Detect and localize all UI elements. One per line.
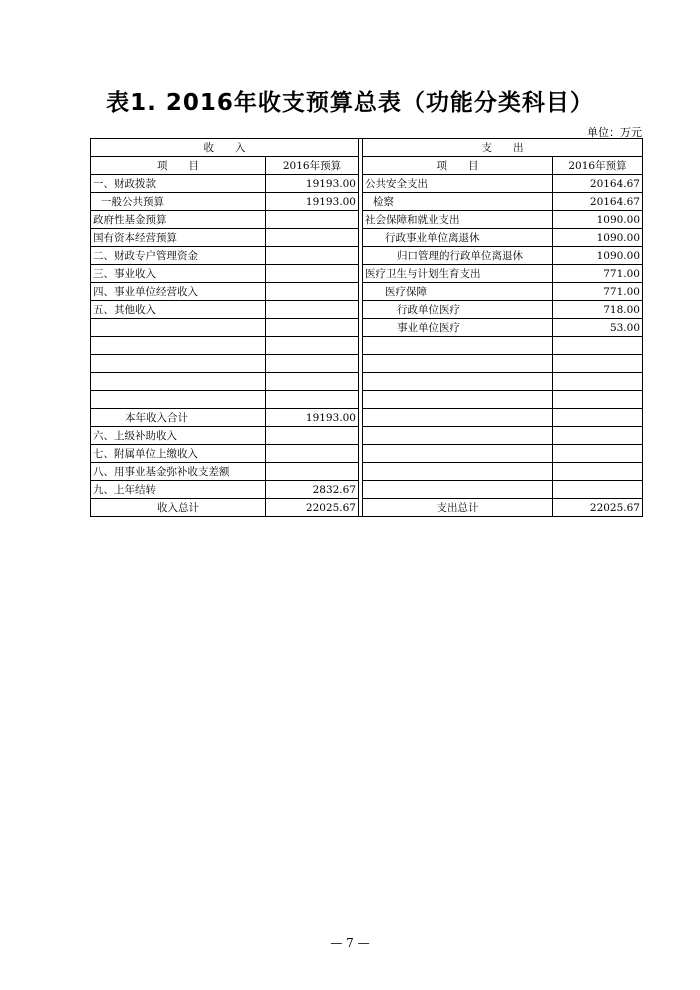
- income-item-cell: [91, 391, 266, 409]
- expense-item-cell: 医疗卫生与计划生育支出: [363, 265, 553, 283]
- table-row: [91, 391, 643, 409]
- expense-item-cell: 行政单位医疗: [363, 301, 553, 319]
- table-row: [91, 301, 643, 319]
- table-row: [91, 265, 643, 283]
- expense-value-cell: [553, 463, 643, 481]
- income-value-cell: [266, 445, 359, 463]
- income-total-value: 22025.67: [266, 499, 359, 517]
- expense-value-cell: [553, 337, 643, 355]
- expense-item-cell: [363, 409, 553, 427]
- expense-value-cell: [553, 373, 643, 391]
- table-row: [91, 229, 643, 247]
- income-value-cell: [266, 301, 359, 319]
- income-item-cell: 九、上年结转: [91, 481, 266, 499]
- income-item-cell: [91, 373, 266, 391]
- expense-value-cell: 1090.00: [553, 247, 643, 265]
- table-header-row: [91, 139, 643, 157]
- expense-value-cell: 1090.00: [553, 211, 643, 229]
- table-row: [91, 427, 643, 445]
- expense-value-cell: 771.00: [553, 283, 643, 301]
- income-item-cell: 一、财政拨款: [91, 175, 266, 193]
- income-item-cell: 七、附属单位上缴收入: [91, 445, 266, 463]
- expense-budget-column-header: 2016年预算: [553, 157, 643, 175]
- income-value-cell: [266, 427, 359, 445]
- income-value-cell: [266, 463, 359, 481]
- expense-value-cell: [553, 355, 643, 373]
- expense-item-cell: [363, 337, 553, 355]
- expense-value-cell: [553, 427, 643, 445]
- expense-value-cell: [553, 445, 643, 463]
- table-row: [91, 193, 643, 211]
- income-value-cell: 19193.00: [266, 175, 359, 193]
- income-item-cell: 三、事业收入: [91, 265, 266, 283]
- expense-item-cell: 社会保障和就业支出: [363, 211, 553, 229]
- expense-value-cell: 20164.67: [553, 175, 643, 193]
- expense-item-cell: [363, 481, 553, 499]
- income-item-column-header: 项 目: [91, 157, 266, 175]
- table-column-header-row: [91, 157, 643, 175]
- income-value-cell: [266, 391, 359, 409]
- income-value-cell: [266, 229, 359, 247]
- table-row: [91, 355, 643, 373]
- page-number: — 7 —: [330, 936, 370, 950]
- expense-value-cell: 718.00: [553, 301, 643, 319]
- income-item-cell: 二、财政专户管理资金: [91, 247, 266, 265]
- expense-item-column-header: 项 目: [363, 157, 553, 175]
- unit-label: 单位：万元: [587, 126, 642, 139]
- income-budget-column-header: 2016年预算: [266, 157, 359, 175]
- table-row: [91, 175, 643, 193]
- table-row: [91, 463, 643, 481]
- income-value-cell: [266, 265, 359, 283]
- expense-item-cell: 事业单位医疗: [363, 319, 553, 337]
- expense-header: 支 出: [363, 139, 643, 157]
- expense-item-cell: [363, 445, 553, 463]
- table-row: [91, 319, 643, 337]
- income-item-cell: 五、其他收入: [91, 301, 266, 319]
- table-row: [91, 283, 643, 301]
- income-value-cell: [266, 355, 359, 373]
- expense-value-cell: [553, 481, 643, 499]
- expense-item-cell: [363, 373, 553, 391]
- table-row: [91, 481, 643, 499]
- expense-value-cell: 53.00: [553, 319, 643, 337]
- income-value-cell: 2832.67: [266, 481, 359, 499]
- income-item-cell: 政府性基金预算: [91, 211, 266, 229]
- expense-total-label: 支出总计: [363, 499, 553, 517]
- table-row: [91, 373, 643, 391]
- income-item-cell: 国有资本经营预算: [91, 229, 266, 247]
- expense-value-cell: [553, 409, 643, 427]
- expense-value-cell: 1090.00: [553, 229, 643, 247]
- total-row: [91, 499, 643, 517]
- income-item-cell: [91, 355, 266, 373]
- expense-item-cell: [363, 355, 553, 373]
- income-value-cell: [266, 373, 359, 391]
- income-value-cell: 19193.00: [266, 193, 359, 211]
- expense-item-cell: 公共安全支出: [363, 175, 553, 193]
- income-value-cell: 19193.00: [266, 409, 359, 427]
- budget-table: [90, 138, 643, 517]
- expense-value-cell: 20164.67: [553, 193, 643, 211]
- table-row: [91, 337, 643, 355]
- expense-total-value: 22025.67: [553, 499, 643, 517]
- income-item-cell: [91, 319, 266, 337]
- expense-item-cell: 检察: [363, 193, 553, 211]
- income-item-cell: 八、用事业基金弥补收支差额: [91, 463, 266, 481]
- income-item-cell: 本年收入合计: [91, 409, 266, 427]
- expense-value-cell: [553, 391, 643, 409]
- income-item-cell: 六、上级补助收入: [91, 427, 266, 445]
- income-total-label: 收入总计: [91, 499, 266, 517]
- income-item-cell: 一般公共预算: [91, 193, 266, 211]
- expense-item-cell: [363, 427, 553, 445]
- table-row: [91, 409, 643, 427]
- table-row: [91, 247, 643, 265]
- expense-value-cell: 771.00: [553, 265, 643, 283]
- income-value-cell: [266, 283, 359, 301]
- income-item-cell: [91, 337, 266, 355]
- income-value-cell: [266, 319, 359, 337]
- income-value-cell: [266, 247, 359, 265]
- income-value-cell: [266, 337, 359, 355]
- table-row: [91, 445, 643, 463]
- table-row: [91, 211, 643, 229]
- expense-item-cell: [363, 463, 553, 481]
- income-item-cell: 四、事业单位经营收入: [91, 283, 266, 301]
- expense-item-cell: 归口管理的行政单位离退休: [363, 247, 553, 265]
- expense-item-cell: 医疗保障: [363, 283, 553, 301]
- expense-item-cell: [363, 391, 553, 409]
- page-title: 表1. 2016年收支预算总表（功能分类科目）: [106, 90, 594, 116]
- income-value-cell: [266, 211, 359, 229]
- expense-item-cell: 行政事业单位离退休: [363, 229, 553, 247]
- income-header: 收 入: [91, 139, 359, 157]
